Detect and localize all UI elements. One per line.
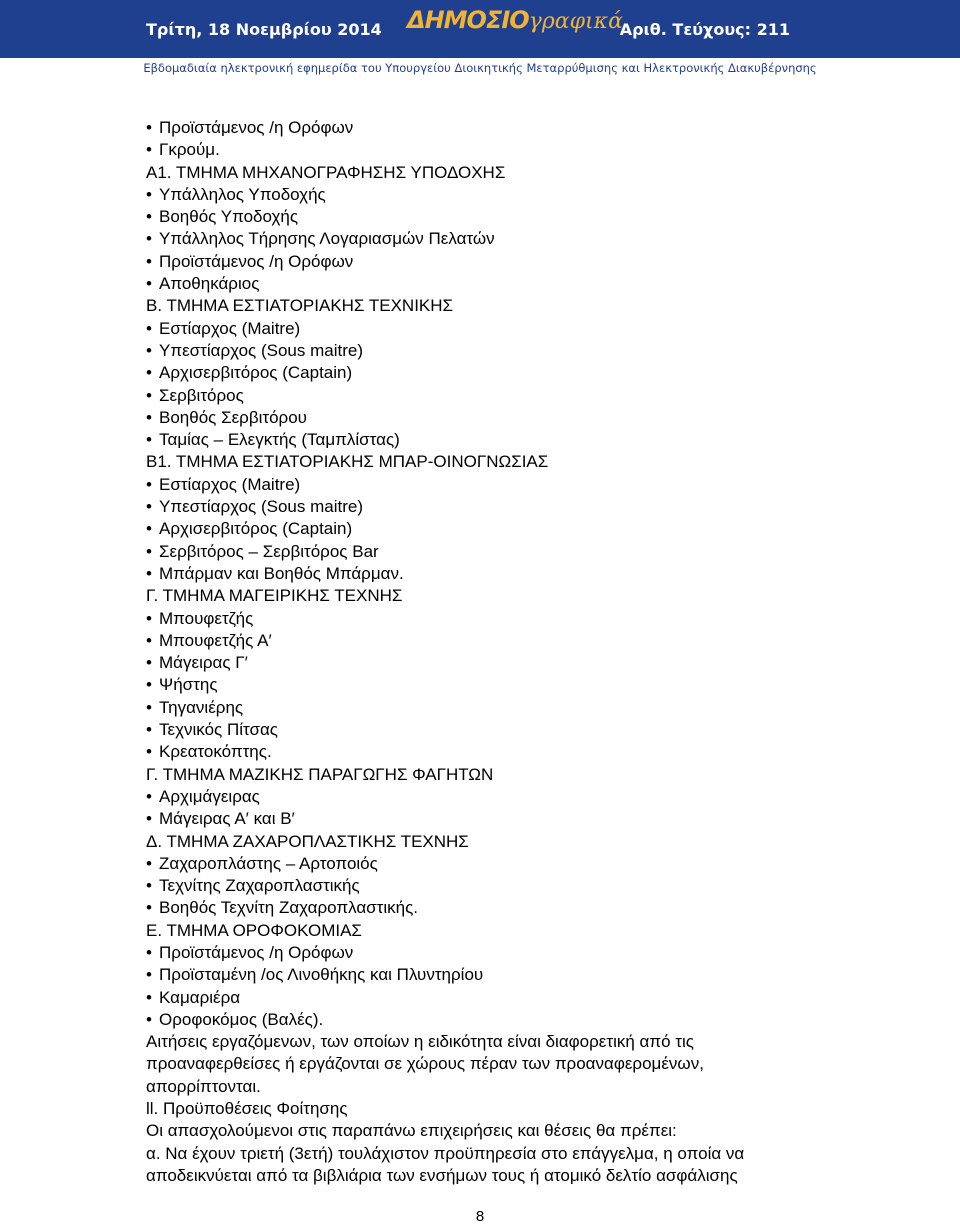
bullet-list-item: • Γκρούμ.	[146, 139, 846, 161]
text-line: προαναφερθείσες ή εργάζονται σε χώρους πέραν των προαναφερομένων,	[146, 1054, 704, 1074]
bullet-list-item: • Προϊστάμενος /η Ορόφων	[146, 117, 846, 139]
text-line: Δ. ΤΜΗΜΑ ΖΑΧΑΡΟΠΛΑΣΤΙΚΗΣ ΤΕΧΝΗΣ	[146, 831, 469, 851]
issue-number: Αριθ. Τεύχους: 211	[619, 20, 790, 39]
bullet-list-item: • Υπάλληλος Υποδοχής	[146, 184, 846, 206]
bullet-list-item: • Σερβιτόρος – Σερβιτόρος Bar	[146, 541, 846, 563]
bullet-list-item: • Τηγανιέρης	[146, 697, 846, 719]
bullet-list-item: • Προϊστάμενος /η Ορόφων	[146, 251, 846, 273]
logo-script-text: γραφικά	[528, 9, 623, 34]
bullet-list-item: • Εστίαρχος (Maitre)	[146, 318, 846, 340]
text-line: Γ. ΤΜΗΜΑ ΜΑΓΕΙΡΙΚΗΣ ΤΕΧΝΗΣ	[146, 586, 403, 606]
text-line: Α1. ΤΜΗΜΑ ΜΗΧΑΝΟΓΡΑΦΗΣΗΣ ΥΠΟΔΟΧΗΣ	[146, 162, 506, 182]
document-body	[146, 117, 846, 1187]
bullet-list-item: • Οροφοκόμος (Βαλές).	[146, 1009, 846, 1031]
bullet-list-item: • Προϊστάμενος /η Ορόφων	[146, 942, 846, 964]
header-subtitle: Εβδομαδιαία ηλεκτρονική εφημερίδα του Υπουργείου Διοικητικής Μεταρρύθμισης και Ηλεκτρονικής Διακυβέρνησης	[0, 58, 960, 78]
text-line: αποδεικνύεται από τα βιβλιάρια των ενσήμων τους ή ατομικό δελτίο ασφάλισης	[146, 1165, 738, 1185]
text-line: Αιτήσεις εργαζόμενων, των οποίων η ειδικότητα είναι διαφορετική από τις	[146, 1032, 694, 1052]
text-line: Γ. ΤΜΗΜΑ ΜΑΖΙΚΗΣ ΠΑΡΑΓΩΓΗΣ ΦΑΓΗΤΩΝ	[146, 764, 494, 784]
bullet-list-item: • Καμαριέρα	[146, 987, 846, 1009]
bullet-list-item: • Μπουφετζής	[146, 608, 846, 630]
publication-logo	[407, 6, 623, 34]
bullet-list-item: • Προϊσταμένη /ος Λινοθήκης και Πλυντηρίου	[146, 964, 846, 986]
bullet-list-item: • Υπάλληλος Τήρησης Λογαριασμών Πελατών	[146, 228, 846, 250]
bullet-list-item: • Βοηθός Τεχνίτη Ζαχαροπλαστικής.	[146, 897, 846, 919]
header-bar	[0, 0, 960, 58]
logo-main-text: ΔΗΜΟΣΙΟ	[407, 6, 529, 34]
bullet-list-item: • Αρχισερβιτόρος (Captain)	[146, 362, 846, 384]
bullet-list-item: • Αρχισερβιτόρος (Captain)	[146, 518, 846, 540]
page-header	[0, 0, 960, 78]
bullet-list-item: • Μπουφετζής Α′	[146, 630, 846, 652]
text-line: Οι απασχολούμενοι στις παραπάνω επιχειρήσεις και θέσεις θα πρέπει:	[146, 1121, 677, 1141]
bullet-list-item: • Υπεστίαρχος (Sous maitre)	[146, 496, 846, 518]
bullet-list-item: • Ζαχαροπλάστης – Αρτοποιός	[146, 853, 846, 875]
page-number: 8	[475, 1208, 485, 1225]
bullet-list-item: • Βοηθός Σερβιτόρου	[146, 407, 846, 429]
issue-date: Τρίτη, 18 Νοεμβρίου 2014	[146, 20, 382, 39]
bullet-list-item: • Ταμίας – Ελεγκτής (Ταμπλίστας)	[146, 429, 846, 451]
bullet-list-item: • Αρχιμάγειρας	[146, 786, 846, 808]
bullet-list-item: • Τεχνίτης Ζαχαροπλαστικής	[146, 875, 846, 897]
text-line: Ε. ΤΜΗΜΑ ΟΡΟΦΟΚΟΜΙΑΣ	[146, 920, 362, 940]
text-line: Β. ΤΜΗΜΑ ΕΣΤΙΑΤΟΡΙΑΚΗΣ ΤΕΧΝΙΚΗΣ	[146, 296, 454, 316]
bullet-list-item: • Σερβιτόρος	[146, 385, 846, 407]
text-line: απορρίπτονται.	[146, 1076, 261, 1096]
bullet-list-item: • Υπεστίαρχος (Sous maitre)	[146, 340, 846, 362]
bullet-list-item: • Κρεατοκόπτης.	[146, 741, 846, 763]
bullet-list-item: • Βοηθός Υποδοχής	[146, 206, 846, 228]
bullet-list-item: • Τεχνικός Πίτσας	[146, 719, 846, 741]
bullet-list-item: • Ψήστης	[146, 674, 846, 696]
text-line: ll. Προϋποθέσεις Φοίτησης	[146, 1099, 348, 1119]
bullet-list-item: • Μάγειρας Α′ και Β′	[146, 808, 846, 830]
bullet-list-item: • Αποθηκάριος	[146, 273, 846, 295]
bullet-list-item: • Εστίαρχος (Maitre)	[146, 474, 846, 496]
text-line: Β1. ΤΜΗΜΑ ΕΣΤΙΑΤΟΡΙΑΚΗΣ ΜΠΑΡ-ΟΙΝΟΓΝΩΣΙΑΣ	[146, 452, 549, 472]
bullet-list-item: • Μάγειρας Γ′	[146, 652, 846, 674]
text-line: α. Να έχουν τριετή (3ετή) τουλάχιστον προϋπηρεσία στο επάγγελμα, η οποία να	[146, 1143, 745, 1163]
bullet-list-item: • Μπάρμαν και Βοηθός Μπάρμαν.	[146, 563, 846, 585]
